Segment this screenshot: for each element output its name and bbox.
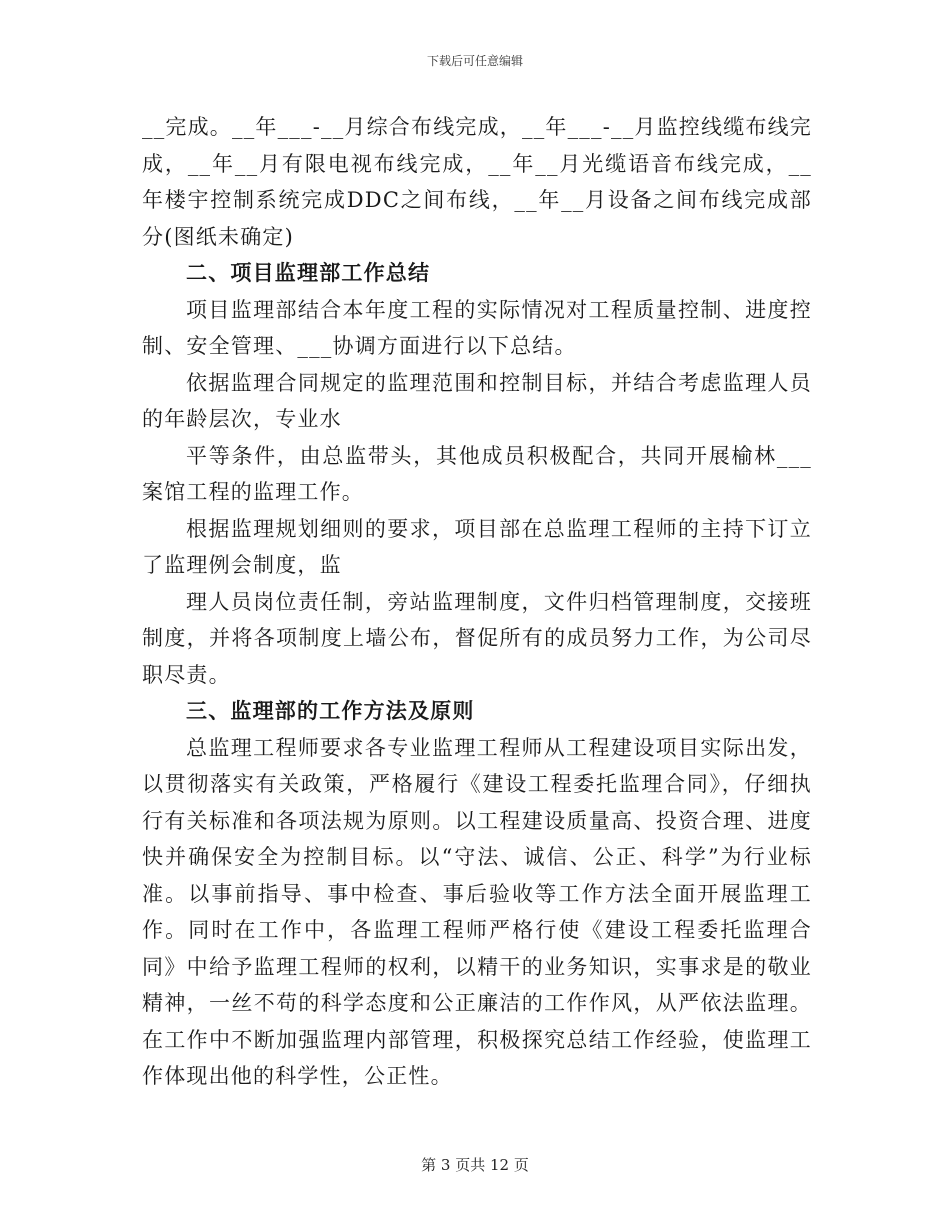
paragraph-responsibility-system: 理人员岗位责任制，旁站监理制度，文件归档管理制度，交接班制度，并将各项制度上墙公布，督促所有的成员努力工作，为公司尽职尽责。 [142, 589, 812, 687]
paragraph-teamwork: 平等条件，由总监带头，其他成员积极配合，共同开展榆林___案馆工程的监理工作。 [142, 443, 812, 504]
paragraph-meeting-system: 根据监理规划细则的要求，项目部在总监理工程师的主持下订立了监理例会制度，监 [142, 516, 812, 577]
paragraph-wiring-schedule: __完成。__年___-__月综合布线完成，__年___-__月监控线缆布线完成，__年__月有限电视布线完成，__年__月光缆语音布线完成，__年楼宇控制系统完成DDC之间布线，__年__月设备之间布线完成部分(图纸未确定) [142, 115, 812, 249]
section-heading-2: 二、项目监理部工作总结 [186, 260, 431, 285]
document-body [142, 109, 812, 1095]
paragraph-contract-basis: 依据监理合同规定的监理范围和控制目标，并结合考虑监理人员的年龄层次，专业水 [142, 370, 812, 431]
paragraph-methods-principles: 总监理工程师要求各专业监理工程师从工程建设项目实际出发，以贯彻落实有关政策，严格履行《建设工程委托监理合同》，仔细执行有关标准和各项法规为原则。以工程建设质量高、投资合理、进度快并确保安全为控制目标。以“守法、诚信、公正、科学”为行业标准。以事前指导、事中检查、事后验收等工作方法全面开展监理工作。同时在工作中，各监理工程师严格行使《建设工程委托监理合同》中给予监理工程师的权利，以精干的业务知识，实事求是的敬业精神，一丝不苟的科学态度和公正廉洁的工作作风，从严依法监理。在工作中不断加强监理内部管理，积极探究总结工作经验，使监理工作体现出他的科学性，公正性。 [142, 735, 812, 1088]
paragraph-summary-intro: 项目监理部结合本年度工程的实际情况对工程质量控制、进度控制、安全管理、___协调方面进行以下总结。 [142, 297, 812, 358]
section-heading-3: 三、监理部的工作方法及原则 [186, 698, 475, 723]
page-header: 下载后可任意编辑 [426, 54, 523, 68]
page-number: 第 3 页共 12 页 [421, 1156, 529, 1174]
